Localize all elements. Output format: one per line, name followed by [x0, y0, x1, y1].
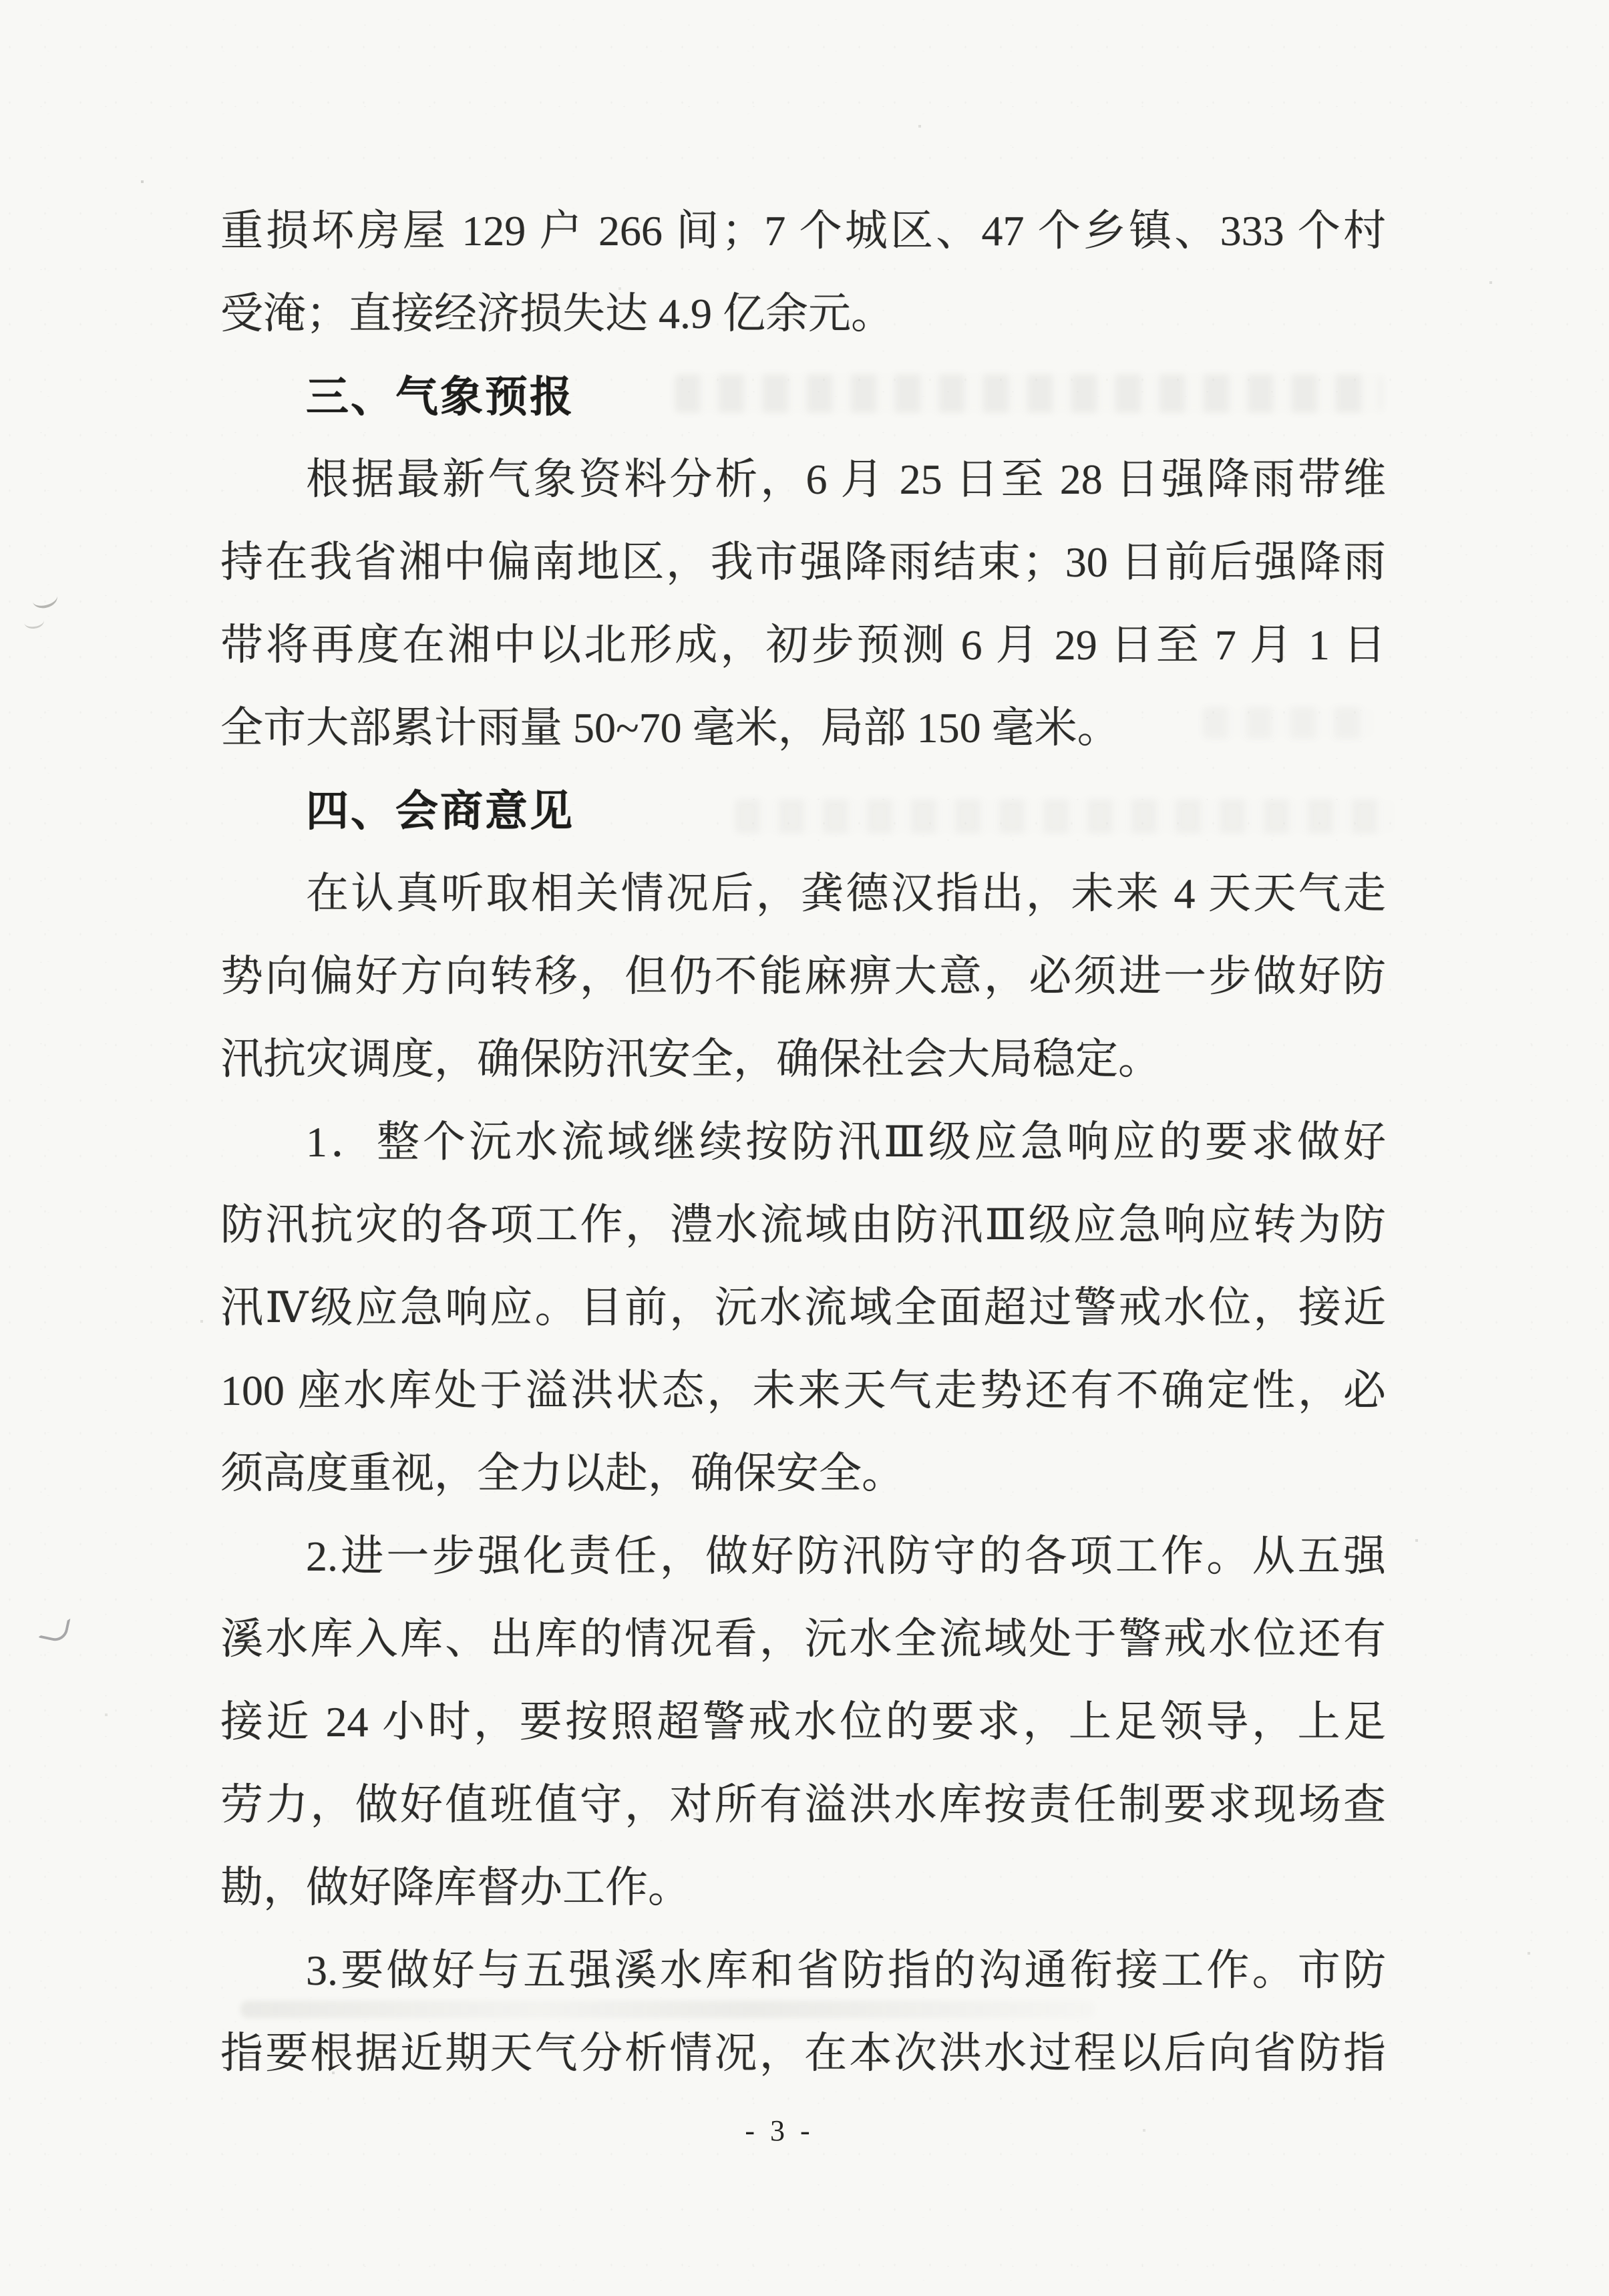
- text-line: 汛Ⅳ级应急响应。目前，沅水流域全面超过警戒水位，接近: [220, 1284, 1386, 1331]
- text-line: 重损坏房屋 129 户 266 间；7 个城区、47 个乡镇、333 个村: [220, 207, 1386, 255]
- text-line: 100 座水库处于溢洪状态，未来天气走势还有不确定性，必: [220, 1367, 1386, 1414]
- section-heading: 三、气象预报: [306, 373, 574, 421]
- text-line: 全市大部累计雨量 50~70 毫米，局部 150 毫米。: [220, 704, 1120, 752]
- text-line: 汛抗灾调度，确保防汛安全，确保社会大局稳定。: [220, 1035, 1161, 1083]
- text-line: 2.进一步强化责任，做好防汛防守的各项工作。从五强: [306, 1532, 1386, 1580]
- text-line: 防汛抗灾的各项工作，澧水流域由防汛Ⅲ级应急响应转为防: [220, 1201, 1386, 1249]
- text-line: 根据最新气象资料分析，6 月 25 日至 28 日强降雨带维: [306, 456, 1386, 503]
- text-line: 溪水库入库、出库的情况看，沅水全流域处于警戒水位还有: [220, 1615, 1386, 1663]
- text-line: 带将再度在湘中以北形成，初步预测 6 月 29 日至 7 月 1 日: [220, 621, 1386, 669]
- text-block: [220, 190, 1386, 2095]
- margin-squiggle-mark: [30, 587, 59, 611]
- section-heading: 四、会商意见: [306, 787, 574, 835]
- text-line: 受淹；直接经济损失达 4.9 亿余元。: [220, 290, 894, 337]
- text-line: 势向偏好方向转移，但仍不能麻痹大意，必须进一步做好防: [220, 953, 1386, 1000]
- margin-squiggle-mark: [38, 1613, 71, 1643]
- text-line: 3.要做好与五强溪水库和省防指的沟通衔接工作。市防: [306, 1947, 1386, 1994]
- text-line: 勘，做好降库督办工作。: [220, 1864, 691, 1911]
- text-line: 1．整个沅水流域继续按防汛Ⅲ级应急响应的要求做好: [306, 1118, 1386, 1166]
- text-line: 持在我省湘中偏南地区，我市强降雨结束；30 日前后强降雨: [220, 538, 1386, 586]
- text-line: 指要根据近期天气分析情况，在本次洪水过程以后向省防指: [220, 2029, 1386, 2077]
- margin-squiggle-mark: [23, 613, 45, 630]
- text-line: 接近 24 小时，要按照超警戒水位的要求，上足领导，上足: [220, 1698, 1386, 1746]
- text-line: 须高度重视，全力以赴，确保安全。: [220, 1450, 904, 1497]
- text-line: 劳力，做好值班值守，对所有溢洪水库按责任制要求现场查: [220, 1781, 1386, 1828]
- paper-specks: [0, 0, 1, 1]
- page-number: - 3 -: [745, 2114, 814, 2147]
- text-line: 在认真听取相关情况后，龚德汉指出，未来 4 天天气走: [306, 870, 1386, 917]
